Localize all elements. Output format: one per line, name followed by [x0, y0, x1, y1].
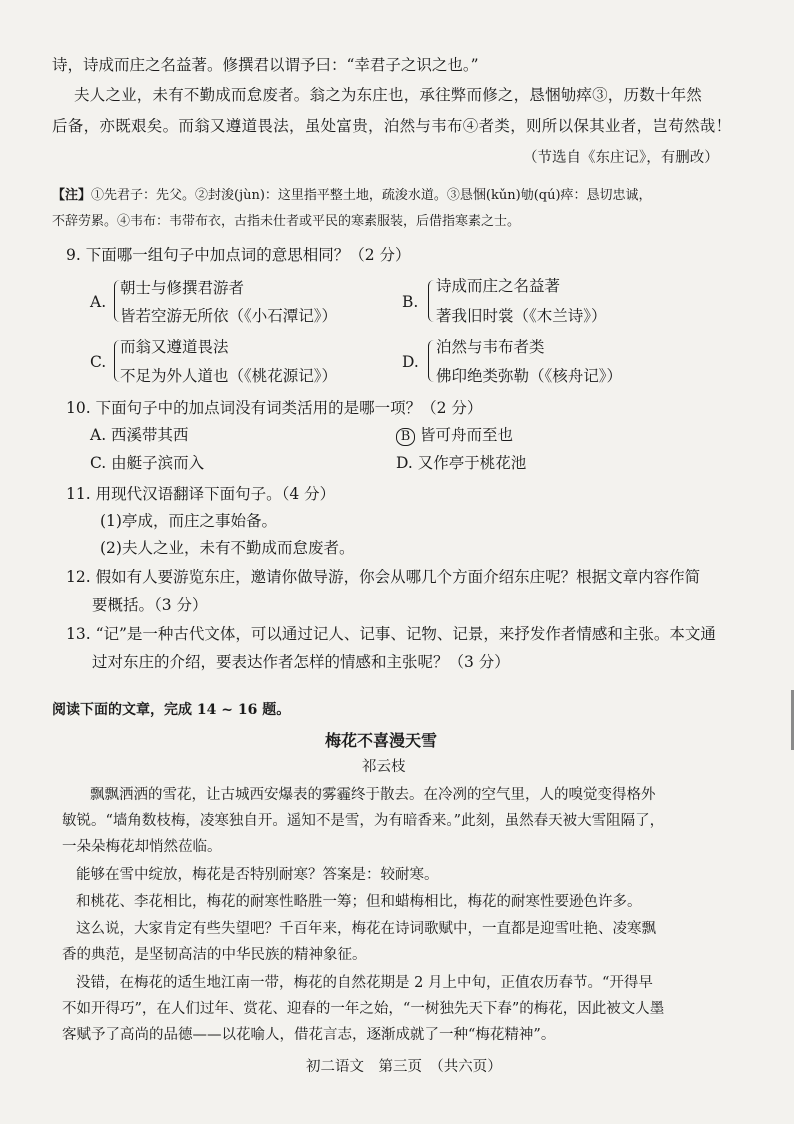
q9-option-c-1: 而翁又遵道畏法 — [120, 338, 229, 356]
q9-option-c-2: 不足为外人道也（《桃花源记》） — [120, 367, 338, 385]
passage-source: （节选自《东庄记》，有删改） — [523, 150, 719, 166]
notes-text-1: ①先君子：先父。②封浚(jùn)：这里指平整土地，疏浚水道。③恳悃(kǔn)劬(qú)瘁：恳切忠诚， — [91, 188, 652, 203]
page-footer: 初二语文 第三页 （共六页） — [306, 1059, 502, 1075]
q10-option-d: D. 又作亭于桃花池 — [396, 454, 527, 472]
article-p4-line-2: 香的典范，是坚韧高洁的中华民族的精神象征。 — [62, 947, 367, 963]
q10-option-b — [396, 425, 513, 446]
q11-sentence-2: (2)夫人之业，未有不勤成而怠废者。 — [100, 539, 355, 557]
q9-option-d-label: D. — [402, 353, 419, 371]
notes-line-2: 不辞劳累。④韦布：韦带布衣，古指未仕者或平民的寒素服装，后借指寒素之士。 — [52, 214, 521, 229]
q9-option-b-1: 诗成而庄之名益著 — [436, 277, 561, 295]
article-p5-line-3: 客赋予了高尚的品德——以花喻人，借花言志，逐渐成就了一种“梅花精神”。 — [62, 1027, 556, 1043]
q13-line-2: 过对东庄的介绍，要表达作者怎样的情感和主张呢？（3 分） — [92, 653, 510, 671]
q9-option-b-2: 著我旧时裳（《木兰诗》） — [436, 307, 607, 325]
q9-option-b-label: B. — [402, 293, 419, 311]
q9-option-a-label: A. — [90, 293, 107, 311]
q11-sentence-1: (1)亭成，而庄之事始备。 — [100, 512, 277, 530]
article-p1-line-3: 一朵朵梅花却悄然莅临。 — [62, 839, 222, 855]
passage-line-2: 夫人之业，未有不勤成而怠废者。翁之为东庄也，承往弊而修之，恳悃劬瘁③，历数十年然 — [74, 86, 703, 104]
q10-circled-answer-b: B — [396, 428, 415, 446]
q9-option-a-1: 朝士与修撰君游者 — [120, 279, 245, 297]
q9-option-a-2: 皆若空游无所依（《小石潭记》） — [120, 307, 338, 325]
q10-option-c: C. 由艇子滨而入 — [90, 454, 205, 472]
notes-label: 【注】 — [52, 188, 92, 203]
q13-line-1: 13. “记”是一种古代文体，可以通过记人、记事、记物、记景，来抒发作者情感和主张。本文通 — [66, 625, 716, 643]
q11-stem: 11. 用现代汉语翻译下面句子。（4 分） — [66, 485, 336, 503]
q9-option-d-1: 泊然与韦布者类 — [436, 338, 545, 356]
article-author: 祁云枝 — [362, 759, 406, 775]
q10-stem: 10. 下面句子中的加点词没有词类活用的是哪一项？（2 分） — [66, 399, 483, 417]
notes-line-1 — [52, 186, 652, 206]
passage-line-1: 诗，诗成而庄之名益著。修撰君以谓予曰：“幸君子之识之也。” — [52, 56, 479, 74]
article-title: 梅花不喜漫天雪 — [325, 731, 438, 750]
article-p1-line-2: 敏锐。“墙角数枝梅，凌寒独自开。遥知不是雪，为有暗香来。”此刻，虽然春天被大雪阻隔了， — [62, 813, 665, 829]
article-p5-line-2: 不如开得巧”，在人们过年、赏花、迎春的一年之始，“一树独先天下春”的梅花，因此被文人墨 — [62, 1001, 665, 1017]
article-p3: 和桃花、李花相比，梅花的耐寒性略胜一筹；但和蜡梅相比，梅花的耐寒性要逊色许多。 — [76, 894, 642, 910]
q9-option-d-2: 佛印绝类弥勒（《核舟记》） — [436, 367, 623, 385]
q9-option-c-label: C. — [90, 353, 107, 371]
q9-stem: 9. 下面哪一组句子中加点词的意思相同？（2 分） — [66, 246, 411, 264]
article-p5-line-1: 没错，在梅花的适生地江南一带，梅花的自然花期是 2 月上中旬，正值农历春节。“开得早 — [76, 975, 653, 991]
q10-option-a: A. 西溪带其西 — [90, 426, 189, 444]
q12-line-2: 要概括。（3 分） — [92, 596, 208, 614]
section2-instruction: 阅读下面的文章，完成 14 ~ 16 题。 — [52, 702, 291, 718]
q10-option-b-text: 皆可舟而至也 — [419, 426, 513, 444]
article-p2: 能够在雪中绽放，梅花是否特别耐寒？答案是：较耐寒。 — [76, 867, 439, 883]
q12-line-1: 12. 假如有人要游览东庄，邀请你做导游，你会从哪几个方面介绍东庄呢？根据文章内容作简 — [66, 568, 701, 586]
article-p1-line-1: 飘飘洒洒的雪花，让古城西安爆表的雾霾终于散去。在冷冽的空气里，人的嗅觉变得格外 — [90, 787, 656, 803]
passage-line-3: 后备，亦既艰矣。而翁又遵道畏法，虽处富贵，泊然与韦布④者类，则所以保其业者，岂苟然哉！ — [52, 117, 732, 135]
article-p4-line-1: 这么说，大家肯定有些失望吧？千百年来，梅花在诗词歌赋中，一直都是迎雪吐艳、凌寒飘 — [76, 921, 656, 937]
